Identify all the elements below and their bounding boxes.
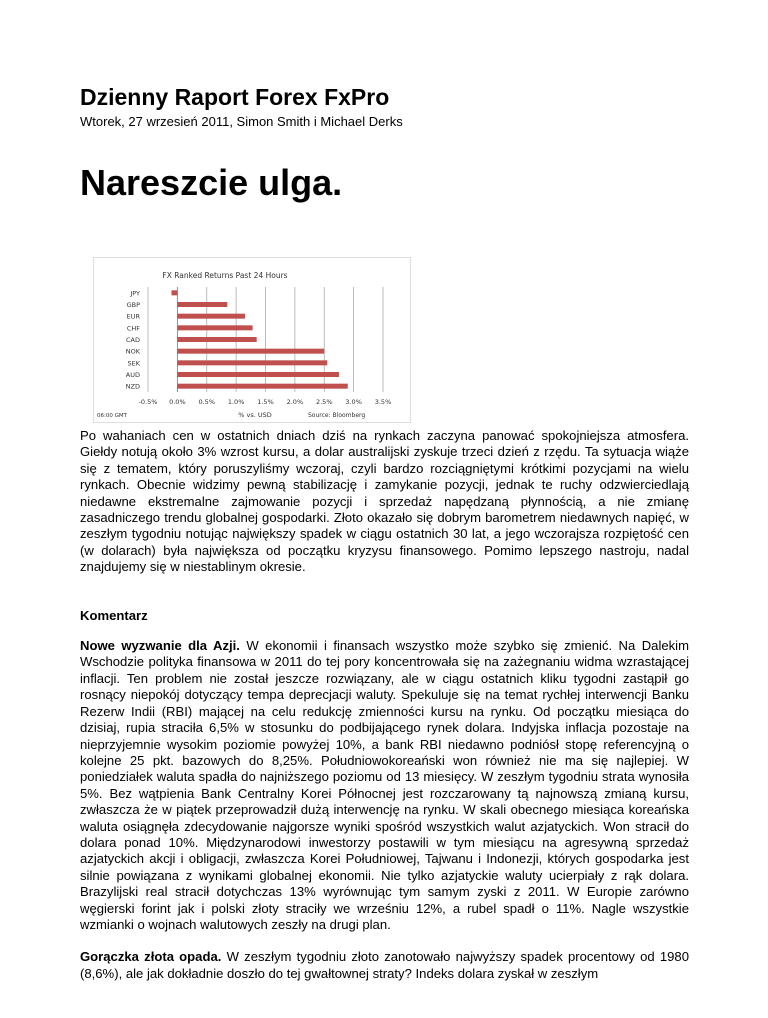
x-tick-label: 0.5% <box>198 398 216 406</box>
intro-paragraph: Po wahaniach cen w ostatnich dniach dziś na rynkach zaczyna panować spokojniejsza atmosfera. Giełdy notują około 3% wzrost kursu, a dolar australijski zyskuje trzeci dzień z rzędu. Ta sytuacja wiąże się z tematem, który poruszyliśmy wczoraj, czyli bardzo rozciągniętymi krótkimi pozycjami na wielu rynkach. Obecnie widzimy pewną stabilizację i zamykanie pozycji, jednak te ruchy odzwierciedlają niedawne ekstremalne zajmowanie pozycji i sprzedaż napędzaną płynnością, a nie zmianę zasadniczego trendu globalnej gospodarki. Złoto okazało się dobrym barometrem niedawnych napięć, w zeszłym tygodniu notując największy spadek w ciągu ostatnich 30 lat, a jego wczorajsza rozpiętość cen (w dolarach) była największa od początku kryzysu finansowego. Pomimo lepszego nastroju, nadal znajdujemy się w niestablinym okresie. <box>80 428 689 575</box>
bar-aud <box>177 372 339 377</box>
x-tick-label: 1.5% <box>257 398 274 406</box>
chart-time-label: 06:00 GMT <box>97 413 127 419</box>
category-label: CHF <box>126 324 140 333</box>
bar-nzd <box>177 384 347 389</box>
x-tick-label: 0.0% <box>169 398 186 406</box>
body-text <box>80 428 689 1018</box>
bar-chf <box>177 325 252 330</box>
headline: Nareszcie ulga. <box>80 162 343 203</box>
bar-nok <box>177 349 324 354</box>
category-label: SEK <box>127 359 140 368</box>
category-label: AUD <box>125 371 140 379</box>
x-tick-label: 3.0% <box>345 398 362 406</box>
bar-jpy <box>172 290 178 295</box>
x-tick-label: -0.5% <box>138 398 158 406</box>
fx-returns-chart <box>93 257 411 423</box>
category-label: CAD <box>126 336 140 344</box>
paragraph-lead: Nowe wyzwanie dla Azji. <box>80 638 240 654</box>
paragraph-text: W ekonomii i finansach wszystko może szybko się zmienić. Na Dalekim Wschodzie polityka finansowa w 2011 do tej pory koncentrowała się na zażegnaniu widma wzrastającej inflacji. Ten problem nie został jeszcze rozwiązany, ale w ciągu ostatnich kliku tygodni zastąpił go rosnący niepokój dotyczący tempa deprecjacji waluty. Spekuluje się na temat rychłej interwencji Banku Rezerw Indii (RBI) mającej na celu redukcję zmienności kursu na rynku. Od początku miesiąca do dzisiaj, rupia straciła 6,5% w stosunku do podbijającego rynek dolara. Indyjska inflacja pozostaje na nieprzyjemnie wysokim poziomie powyżej 10%, a bank RBI niedawno podniósł stopę referencyjną o kolejne 25 pkt. bazowych do 8,25%. Południowokoreański won również nie ma się najlepiej. W poniedziałek waluta spadła do najniższego poziomu od 13 miesięcy. W zeszłym tygodniu strata wynosiła 5%. Bez wątpienia Bank Centralny Korei Północnej jest rozczarowany tą najnowszą zmianą kursu, zwłaszcza że w piątek przeprowadził dużą interwencję na rynku. W skali obecnego miesiąca koreańska waluta osiągnęła zdecydowanie najgorsze wyniki spośród wszystkich walut azjatyckich. Won stracił do dolara ponad 10%. Międzynarodowi inwestorzy postawili w tym miesiącu na agresywną sprzedaż azjatyckich akcji i obligacji, zwłaszcza Korei Południowej, Tajwanu i Indonezji, których gospodarka jest silnie powiązana z wynikami globalnej ekonomii. Nie tylko azjatyckie waluty ucierpiały z rąk dolara. Brazylijski real stracił dotychczas 13% wyrównując tym samym zyski z 2011. W Europie zarówno węgierski forint jak i polski złoty straciły we wrześniu 12%, a rubel spadł o 11%. Nagle wszystkie wzmianki o wojnach walutowych zeszły na drugi plan. <box>80 638 690 932</box>
paragraph-gold <box>80 949 689 982</box>
category-label: GBP <box>126 301 140 309</box>
section-heading: Komentarz <box>80 607 148 623</box>
chart-source: Source: Bloomberg <box>308 412 366 419</box>
x-tick-label: 2.0% <box>286 398 304 406</box>
x-tick-label: 3.5% <box>374 398 392 406</box>
report-title: Dzienny Raport Forex FxPro <box>80 84 390 110</box>
bar-gbp <box>177 302 227 307</box>
report-subtitle: Wtorek, 27 wrzesień 2011, Simon Smith i Michael Derks <box>80 114 403 129</box>
category-label: JPY <box>130 289 140 298</box>
category-label: EUR <box>126 312 140 321</box>
bar-sek <box>177 360 327 365</box>
bar-cad <box>177 337 256 342</box>
category-label: NOK <box>125 347 140 356</box>
x-axis-label: % vs. USD <box>238 411 272 419</box>
bar-eur <box>177 314 245 319</box>
chart-title: FX Ranked Returns Past 24 Hours <box>162 271 288 280</box>
x-tick-label: 1.0% <box>227 398 245 406</box>
paragraph-asia <box>80 638 689 933</box>
category-label: NZD <box>125 382 140 391</box>
x-tick-label: 2.5% <box>315 398 333 406</box>
paragraph-text: W zeszłym tygodniu złoto zanotowało najwyższy spadek procentowy od 1980 (8,6%), ale jak dokładnie doszło do tej gwałtownej straty? Indeks dolara zyskał w zeszłym <box>80 949 689 981</box>
paragraph-lead: Gorączka złota opada. <box>80 949 222 965</box>
